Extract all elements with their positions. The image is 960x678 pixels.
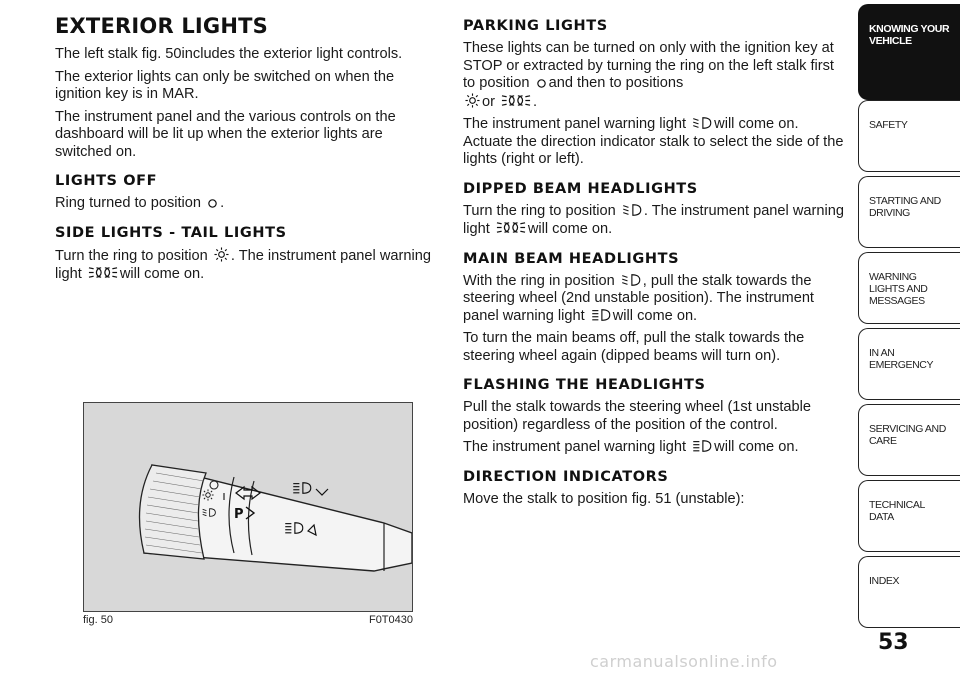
parking-lights-icon bbox=[496, 220, 526, 235]
tab-servicing-and-care[interactable]: SERVICING AND CARE bbox=[858, 404, 960, 476]
direction-indicators-text: Move the stalk to position fig. 51 (unstable): bbox=[463, 490, 745, 507]
intro-paragraph-3: The instrument panel and the various controls on the dashboard will be lit up when the exterior lights are switched on. bbox=[55, 108, 396, 160]
left-column bbox=[55, 14, 435, 289]
dipped-beam-icon bbox=[692, 116, 712, 130]
tab-starting-and-driving[interactable]: STARTING AND DRIVING bbox=[858, 176, 960, 248]
main-beam-heading: MAIN BEAM HEADLIGHTS bbox=[463, 250, 680, 267]
side-lights-heading: SIDE LIGHTS - TAIL LIGHTS bbox=[55, 224, 287, 241]
parking-lights-heading: PARKING LIGHTS bbox=[463, 18, 608, 34]
main-beam-icon bbox=[591, 308, 611, 322]
page-title: EXTERIOR LIGHTS bbox=[55, 14, 268, 38]
position-off-icon bbox=[207, 198, 218, 209]
main-beam-icon bbox=[692, 439, 712, 453]
tab-knowing-your-vehicle[interactable]: KNOWING YOUR VEHICLE bbox=[858, 4, 960, 100]
side-lights-icon bbox=[214, 247, 229, 262]
intro-paragraph-1: The left stalk fig. 50includes the exterior light controls. bbox=[55, 46, 403, 62]
position-off-icon bbox=[536, 78, 547, 89]
flashing-text-2: The instrument panel warning light will come on. bbox=[463, 439, 799, 455]
figure-code: F0T0430 bbox=[368, 614, 413, 626]
figure-label: fig. 50 bbox=[83, 614, 113, 626]
main-beam-text-2: To turn the main beams off, pull the stalk towards the steering wheel again (dipped beams will turn on). bbox=[463, 330, 805, 364]
right-column bbox=[463, 18, 848, 513]
dipped-beam-heading: DIPPED BEAM HEADLIGHTS bbox=[463, 180, 698, 197]
parking-lights-text-2: The instrument panel warning light will come on. Actuate the direction indicator stalk to select the side of the lights (right or left). bbox=[463, 116, 844, 167]
tab-warning-lights[interactable]: WARNING LIGHTS AND MESSAGES bbox=[858, 252, 960, 324]
page-number: 53 bbox=[878, 630, 909, 655]
watermark: carmanualsonline.info bbox=[590, 652, 778, 671]
parking-lights-text: These lights can be turned on only with the ignition key at STOP or extracted by turning the ring on the left stalk first to position and then to positions or . bbox=[463, 40, 834, 110]
stalk-p-label: P bbox=[234, 507, 244, 522]
intro-paragraph-2: The exterior lights can only be switched on when the ignition key is in MAR. bbox=[55, 68, 395, 102]
lights-off-text: Ring turned to position . bbox=[55, 195, 225, 211]
main-beam-text: With the ring in position , pull the stalk towards the steering wheel (2nd unstable position). The instrument panel warning light will come on. bbox=[463, 272, 814, 324]
parking-lights-icon bbox=[88, 265, 118, 280]
tab-technical-data[interactable]: TECHNICAL DATA bbox=[858, 480, 960, 552]
side-lights-icon bbox=[465, 93, 480, 108]
figure-50-stalk-illustration bbox=[83, 402, 413, 612]
tab-in-an-emergency[interactable]: IN AN EMERGENCY bbox=[858, 328, 960, 400]
side-lights-text: Turn the ring to position . The instrument panel warning light will come on. bbox=[55, 247, 431, 282]
lights-off-heading: LIGHTS OFF bbox=[55, 173, 158, 189]
tab-safety[interactable]: SAFETY bbox=[858, 100, 960, 172]
flashing-heading: FLASHING THE HEADLIGHTS bbox=[463, 377, 706, 393]
parking-lights-icon bbox=[501, 93, 531, 108]
dipped-beam-icon bbox=[622, 203, 642, 217]
tab-index[interactable]: INDEX bbox=[858, 556, 960, 628]
dipped-beam-text: Turn the ring to position . The instrument panel warning light will come on. bbox=[463, 202, 844, 237]
flashing-text: Pull the stalk towards the steering wheel (1st unstable position) regardless of the position of the control. bbox=[463, 399, 812, 433]
dipped-beam-icon bbox=[621, 273, 641, 287]
direction-indicators-heading: DIRECTION INDICATORS bbox=[463, 468, 669, 485]
chapter-tabs bbox=[858, 0, 960, 678]
